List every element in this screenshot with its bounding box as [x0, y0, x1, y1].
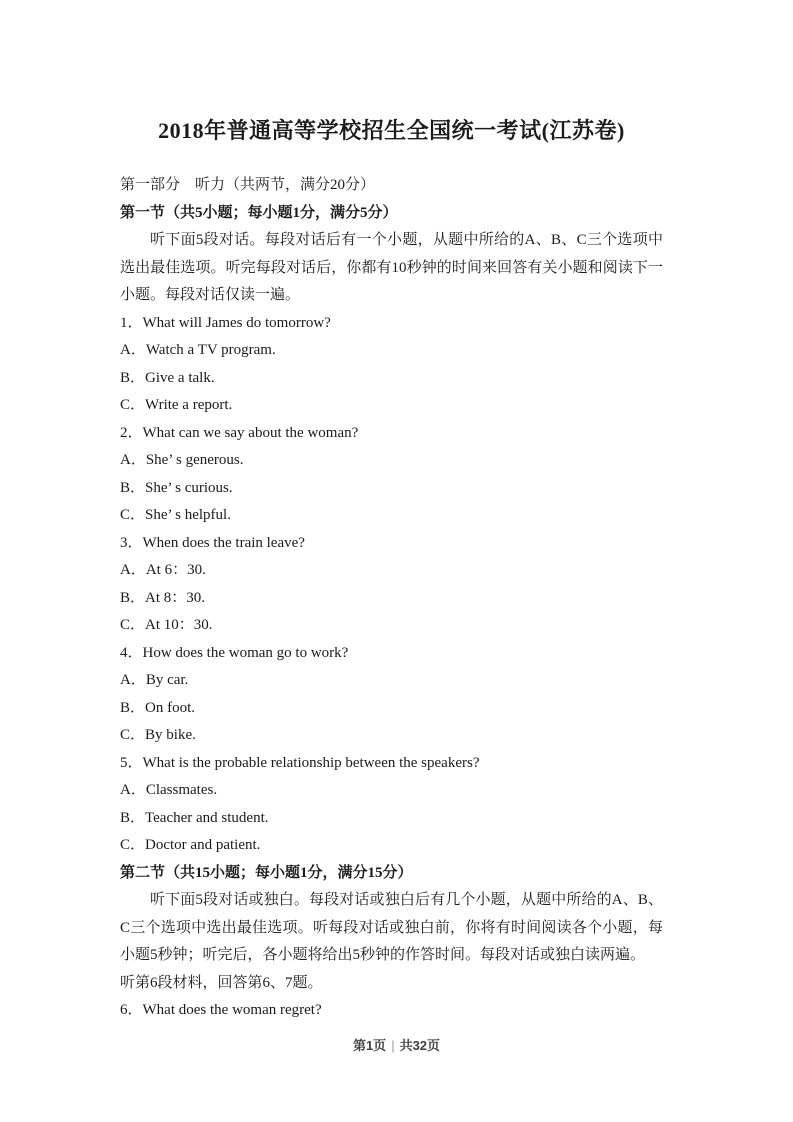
option-text: Teacher and student.: [145, 809, 269, 826]
question-5-option-a: [120, 777, 663, 805]
option-text: Classmates.: [145, 782, 218, 798]
question-2-option-a: [120, 447, 663, 475]
option-text: At 6：30.: [145, 562, 206, 578]
question-4: [120, 640, 663, 668]
question-number: 6．: [120, 1002, 143, 1018]
question-number: 1．: [120, 314, 143, 331]
question-number: 2．: [120, 424, 143, 441]
question-6: [120, 997, 663, 1025]
question-2: [120, 420, 663, 448]
option-text: By car.: [145, 672, 189, 688]
option-label: C．: [120, 507, 146, 523]
question-3: [120, 530, 663, 558]
option-text: Give a talk.: [145, 369, 215, 386]
option-text: She’ s curious.: [145, 479, 233, 496]
option-label: B．: [120, 369, 146, 386]
question-text: What can we say about the woman?: [142, 424, 359, 441]
question-1-option-a: [120, 337, 663, 365]
option-label: A．: [120, 452, 146, 468]
question-3-option-c: [120, 612, 663, 640]
page-content: [120, 114, 663, 1025]
option-label: C．: [120, 397, 146, 413]
question-text: When does the train leave?: [142, 534, 305, 551]
option-label: B．: [120, 589, 146, 606]
question-4-option-b: [120, 695, 663, 723]
part1-heading: 第一部分 听力（共两节，满分20分）: [120, 177, 376, 193]
question-5: [120, 750, 663, 778]
question-1-option-c: [120, 392, 663, 420]
option-text: Watch a TV program.: [145, 342, 276, 358]
question-text: What does the woman regret?: [142, 1002, 322, 1018]
option-label: C．: [120, 617, 146, 633]
question-1: [120, 310, 663, 338]
question-text: What will James do tomorrow?: [142, 314, 331, 331]
section1-heading: 第一节（共5小题；每小题1分，满分5分）: [120, 204, 398, 221]
question-text: How does the woman go to work?: [142, 644, 349, 661]
question-number: 5．: [120, 754, 143, 771]
option-text: She’ s generous.: [145, 452, 244, 468]
footer-total-pages: 共32页: [399, 1038, 441, 1053]
question-number: 4．: [120, 644, 143, 661]
section2-intro: 听下面5段对话或独白。每段对话或独白后有几个小题，从题中所给的A、B、C三个选项中选出最佳选项。听每段对话或独白前，你将有时间阅读各个小题，每小题5秒钟；听完后，各小题将给出5秒钟的作答时间。每段对话或独白读两遍。: [120, 892, 663, 963]
section2-heading: 第二节（共15小题；每小题1分，满分15分）: [120, 864, 413, 881]
question-2-option-c: [120, 502, 663, 530]
question-4-option-c: [120, 722, 663, 750]
question-3-option-b: [120, 585, 663, 613]
option-label: A．: [120, 782, 146, 798]
question-text: What is the probable relationship between the speakers?: [142, 754, 480, 771]
option-text: Doctor and patient.: [145, 837, 261, 853]
option-text: She’ s helpful.: [145, 507, 231, 523]
option-label: B．: [120, 699, 146, 716]
option-label: A．: [120, 672, 146, 688]
option-label: C．: [120, 727, 146, 743]
section1-intro: 听下面5段对话。每段对话后有一个小题，从题中所给的A、B、C三个选项中选出最佳选项。听完每段对话后，你都有10秒钟的时间来回答有关小题和阅读下一小题。每段对话仅读一遍。: [120, 232, 663, 303]
footer-separator: |: [391, 1038, 395, 1053]
material-note: 听第6段材料，回答第6、7题。: [120, 974, 323, 991]
option-label: B．: [120, 809, 146, 826]
question-number: 3．: [120, 534, 143, 551]
option-label: B．: [120, 479, 146, 496]
option-text: Write a report.: [145, 397, 233, 413]
question-3-option-a: [120, 557, 663, 585]
question-2-option-b: [120, 475, 663, 503]
question-5-option-c: [120, 832, 663, 860]
option-text: At 8：30.: [145, 589, 206, 606]
option-label: A．: [120, 562, 146, 578]
page-footer: [0, 1036, 793, 1056]
option-text: At 10：30.: [145, 617, 213, 633]
question-4-option-a: [120, 667, 663, 695]
option-label: C．: [120, 837, 146, 853]
page-title: 2018年普通高等学校招生全国统一考试(江苏卷): [158, 118, 625, 143]
question-1-option-b: [120, 365, 663, 393]
footer-page-number: 第1页: [352, 1038, 387, 1053]
option-label: A．: [120, 342, 146, 358]
question-5-option-b: [120, 805, 663, 833]
option-text: On foot.: [145, 699, 196, 716]
option-text: By bike.: [145, 727, 196, 743]
